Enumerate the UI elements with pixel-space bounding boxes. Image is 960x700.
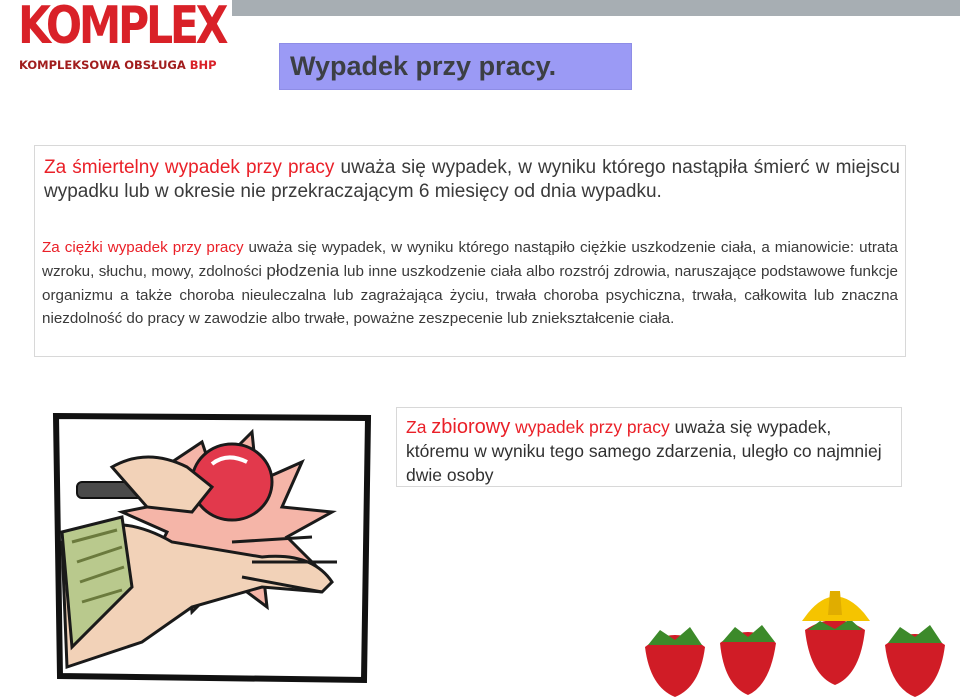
collective-accident-term-big: zbiorowy	[431, 416, 511, 438]
logo-wordmark: KOMPLEX	[18, 0, 226, 56]
collective-accident-term-a: Za	[406, 417, 432, 437]
serious-accident-definition	[42, 236, 898, 331]
fatal-accident-text: uważa się wypadek, w wyniku którego nastąpiła śmierć w miejscu wypadku lub w okresie nie przekraczającym 6 miesięcy od dnia wypadku.	[44, 157, 900, 202]
page-title: Wypadek przy pracy.	[290, 51, 557, 81]
fatal-accident-definition	[44, 156, 900, 204]
strawberries-hardhat-icon	[630, 585, 960, 700]
logo-tagline-bhp: BHP	[189, 58, 217, 72]
company-logo	[10, 0, 232, 80]
fatal-accident-term: Za śmiertelny wypadek przy pracy	[44, 157, 335, 178]
collective-accident-term-b: wypadek przy pracy	[510, 417, 670, 437]
title-box	[279, 43, 632, 90]
serious-accident-term: Za ciężki wypadek przy pracy	[42, 239, 244, 256]
collective-accident-text: uważa się wypadek, któremu w wyniku tego samego zdarzenia, uległo co najmniej dwie osoby	[406, 417, 882, 485]
logo-tagline-text: KOMPLEKSOWA OBSŁUGA	[19, 58, 190, 72]
serious-accident-text-b: lub inne uszkodzenie ciała albo rozstrój zdrowia, naruszające podstawowe funkcje organizmu a także choroba nieuleczalna lub zagrażająca życiu, trwała choroba psychiczna, trwała, całkowita lub znaczna niezdolność do pracy w zawodzie albo trwałe, poważne zeszpecenie lub zniekształcenie ciała.	[42, 263, 898, 328]
serious-accident-word: płodzenia	[266, 261, 340, 281]
top-bar	[232, 0, 960, 16]
definitions-box	[34, 145, 906, 357]
collective-accident-definition	[406, 415, 894, 487]
serious-accident-text-a: uważa się wypadek, w wyniku którego nastąpiło ciężkie uszkodzenie ciała, a mianowicie: utrata wzroku, słuchu, mowy, zdolności	[42, 239, 898, 281]
logo-tagline	[19, 58, 217, 72]
injured-hand-clipart-icon	[52, 412, 372, 684]
collective-accident-box	[396, 407, 902, 487]
